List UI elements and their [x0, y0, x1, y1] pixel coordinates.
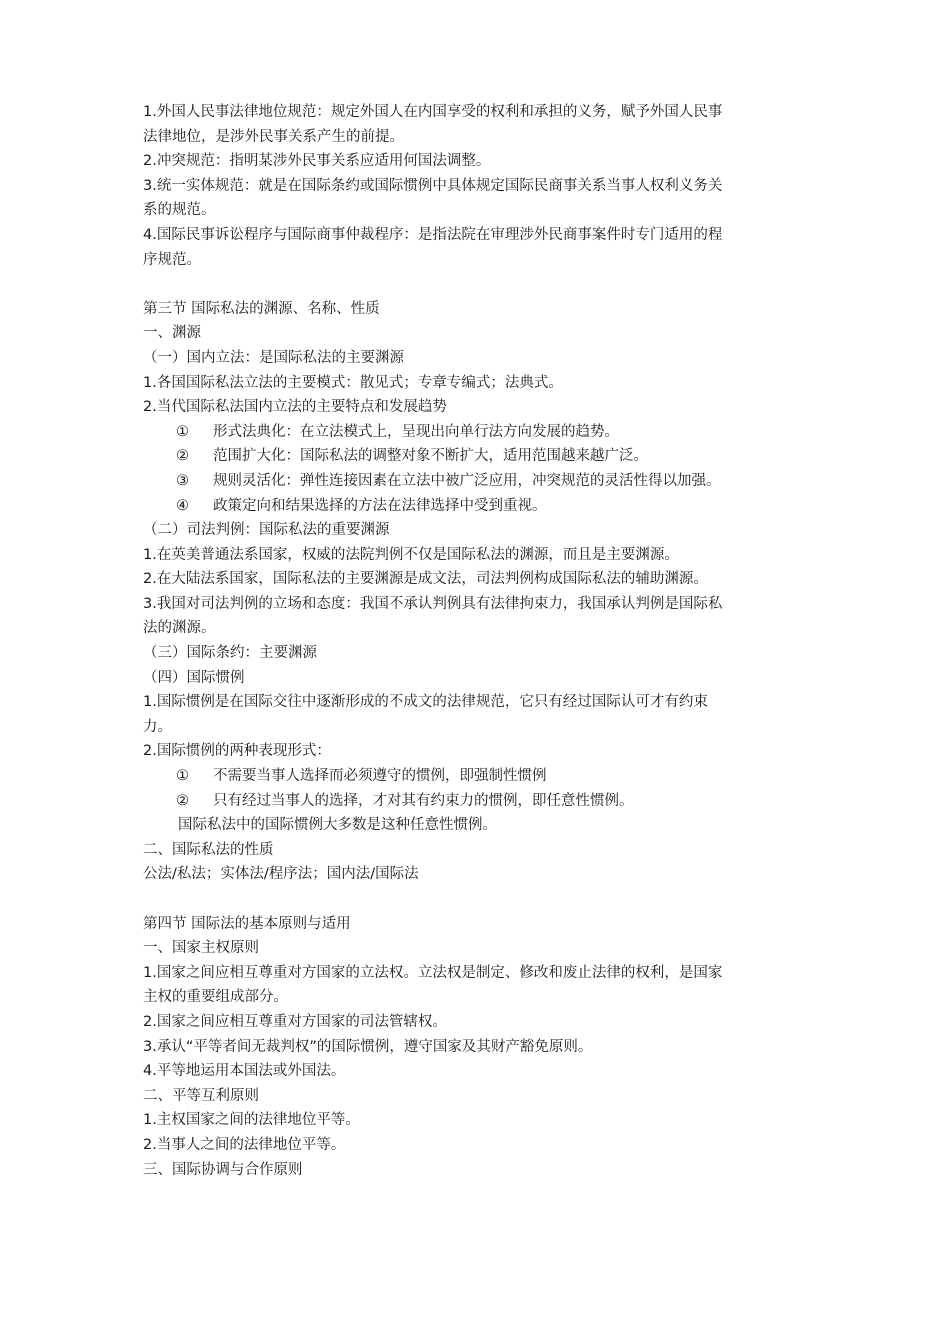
text-line: 1.外国人民事法律地位规范：规定外国人在内国享受的权利和承担的义务，赋予外国人民事: [143, 104, 723, 120]
text-line: 法律地位，是涉外民事关系产生的前提。: [143, 128, 404, 145]
item-marker: ④: [176, 497, 189, 514]
numbered-item: [143, 420, 815, 445]
item-text: 政策定向和结果选择的方法在法律选择中受到重视。: [213, 497, 547, 514]
item-marker: ②: [176, 792, 189, 809]
text-line: 2.当代国际私法国内立法的主要特点和发展趋势: [143, 399, 447, 416]
numbered-item: [143, 789, 815, 814]
text-line: 第四节 国际法的基本原则与适用: [143, 915, 351, 932]
paragraph-gap: [143, 887, 815, 912]
text-line: （三）国际条约：主要渊源: [143, 645, 317, 662]
text-line: 4.平等地运用本国法或外国法。: [143, 1063, 346, 1080]
text-line: 系的规范。: [143, 202, 216, 219]
document-body: [143, 100, 815, 1182]
text-line: 2.冲突规范：指明某涉外民事关系应适用何国法调整。: [143, 153, 491, 170]
item-marker: ①: [176, 423, 189, 440]
text-line: 力。: [143, 718, 172, 735]
text-line: 二、平等互利原则: [143, 1087, 259, 1104]
text-line: 4.国际民事诉讼程序与国际商事仲裁程序：是指法院在审理涉外民商事案件时专门适用的程: [143, 226, 723, 243]
item-text: 形式法典化：在立法模式上，呈现出向单行法方向发展的趋势。: [213, 423, 619, 440]
text-line: 主权的重要组成部分。: [143, 989, 288, 1006]
numbered-item: [143, 469, 815, 494]
text-line: （四）国际惯例: [143, 669, 245, 686]
text-line: 三、国际协调与合作原则: [143, 1161, 303, 1178]
numbered-item: [143, 444, 815, 469]
numbered-item: [143, 494, 815, 519]
text-line: 1.国际惯例是在国际交往中逐渐形成的不成文的法律规范，它只有经过国际认可才有约束: [143, 694, 708, 711]
text-line: 2.国家之间应相互尊重对方国家的司法管辖权。: [143, 1013, 447, 1030]
text-line: 一、国家主权原则: [143, 940, 259, 957]
paragraph-gap: [143, 272, 815, 297]
text-line: 一、渊源: [143, 325, 201, 342]
text-line: 3.承认“平等者间无裁判权”的国际惯例，遵守国家及其财产豁免原则。: [143, 1038, 593, 1055]
text-line: 1.各国国际私法立法的主要模式：散见式；专章专编式；法典式。: [143, 374, 563, 391]
text-line: 2.当事人之间的法律地位平等。: [143, 1136, 346, 1153]
item-marker: ③: [176, 472, 189, 489]
item-text: 只有经过当事人的选择，才对其有约束力的惯例，即任意性惯例。: [213, 792, 634, 809]
text-line: 3.我国对司法判例的立场和态度：我国不承认判例具有法律拘束力，我国承认判例是国际私: [143, 595, 723, 612]
text-line: 2.在大陆法系国家，国际私法的主要渊源是成文法，司法判例构成国际私法的辅助渊源。: [143, 571, 708, 588]
text-line: 2.国际惯例的两种表现形式：: [143, 743, 331, 760]
text-line: 公法/私法；实体法/程序法；国内法/国际法: [143, 866, 419, 883]
text-line: 序规范。: [143, 251, 201, 268]
text-line: 二、国际私法的性质: [143, 841, 274, 858]
text-line: 1.国家之间应相互尊重对方国家的立法权。立法权是制定、修改和废止法律的权利，是国家: [143, 964, 723, 981]
text-line: 1.在英美普通法系国家，权威的法院判例不仅是国际私法的渊源，而且是主要渊源。: [143, 546, 679, 563]
item-marker: ①: [176, 768, 189, 785]
text-line: 国际私法中的国际惯例大多数是这种任意性惯例。: [178, 817, 497, 834]
item-text: 范围扩大化：国际私法的调整对象不断扩大，适用范围越来越广泛。: [213, 448, 648, 465]
text-line: 第三节 国际私法的渊源、名称、性质: [143, 300, 380, 317]
item-text: 不需要当事人选择而必须遵守的惯例，即强制性惯例: [213, 768, 547, 785]
text-line: （一）国内立法：是国际私法的主要渊源: [143, 349, 404, 366]
text-line: （二）司法判例：国际私法的重要渊源: [143, 522, 390, 539]
numbered-item: [143, 764, 815, 789]
item-text: 规则灵活化：弹性连接因素在立法中被广泛应用，冲突规范的灵活性得以加强。: [213, 472, 721, 489]
text-line: 1.主权国家之间的法律地位平等。: [143, 1112, 360, 1129]
item-marker: ②: [176, 448, 189, 465]
text-line: 法的渊源。: [143, 620, 216, 637]
text-line: 3.统一实体规范：就是在国际条约或国际惯例中具体规定国际民商事关系当事人权利义务关: [143, 177, 723, 194]
